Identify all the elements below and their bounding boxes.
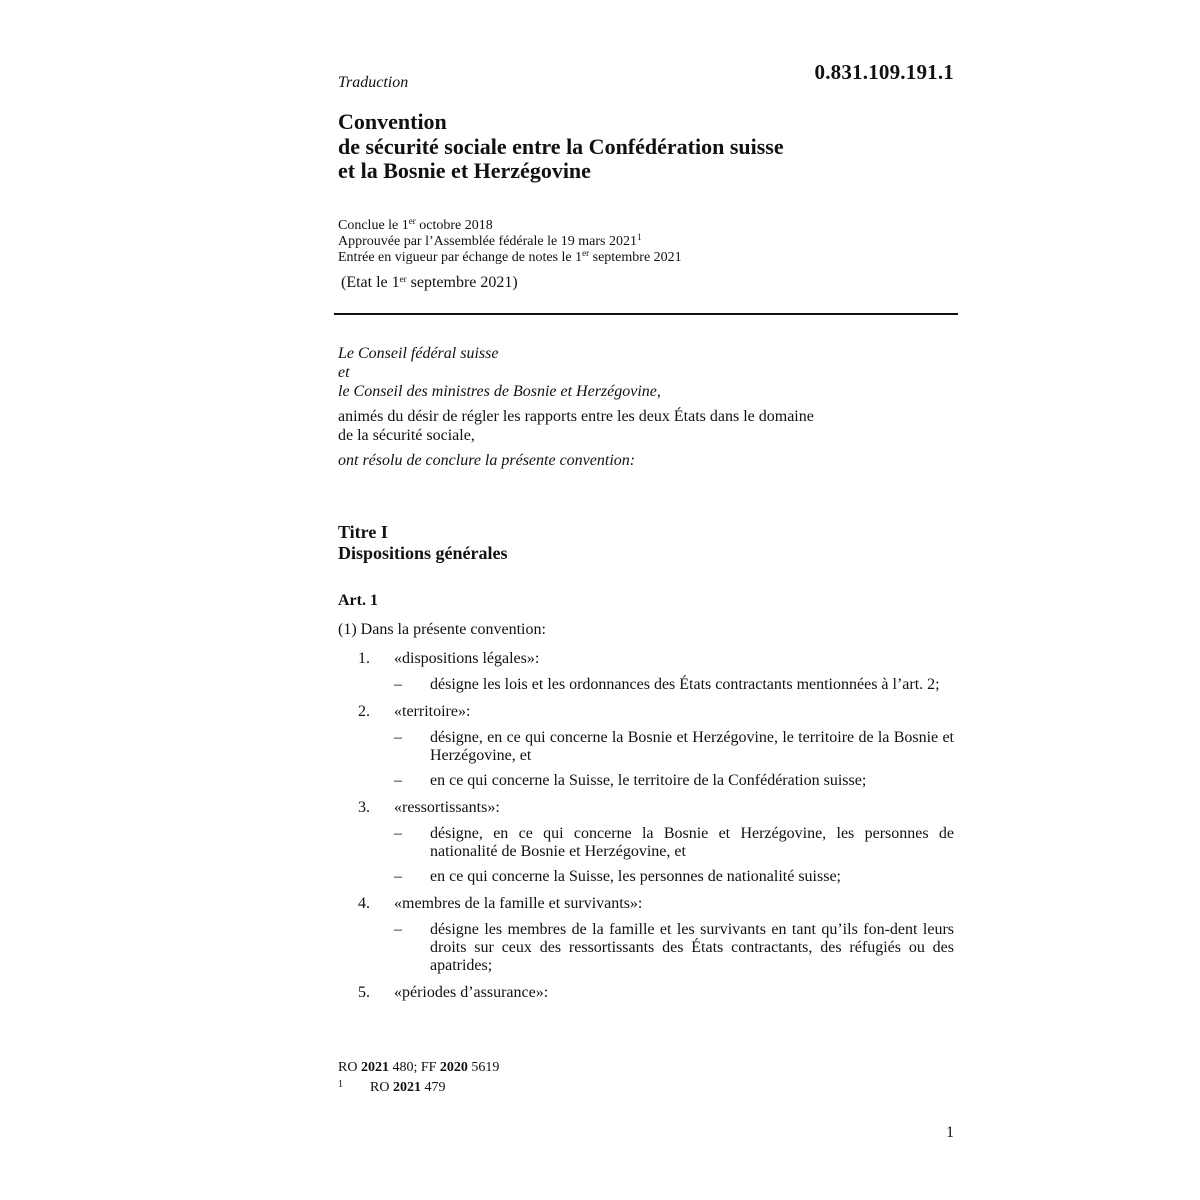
entree-line: Entrée en vigueur par échange de notes le 1er septembre 2021 bbox=[338, 248, 682, 265]
definition-number: 4. bbox=[358, 895, 370, 912]
footnote-ref-1[interactable]: 1 bbox=[636, 232, 642, 242]
etat-line: (Etat le 1er septembre 2021) bbox=[341, 274, 518, 291]
definition-item bbox=[338, 799, 954, 886]
sr-number: 0.831.109.191.1 bbox=[814, 60, 954, 84]
definition-item bbox=[338, 650, 954, 694]
definition-term: «membres de la famille et survivants»: bbox=[394, 895, 643, 912]
traduction-label: Traduction bbox=[338, 74, 409, 91]
definition-number: 5. bbox=[358, 984, 370, 1001]
titre-name: Dispositions générales bbox=[338, 543, 508, 563]
footnotes bbox=[338, 1058, 499, 1099]
definition-text: désigne les lois et les ordonnances des États contractants mentionnées à l’art. 2; bbox=[430, 676, 940, 693]
definition-item bbox=[338, 895, 954, 975]
dash-bullet: – bbox=[394, 676, 402, 693]
dash-bullet: – bbox=[394, 868, 402, 885]
definition-term: «ressortissants»: bbox=[394, 799, 500, 816]
meta-block bbox=[338, 218, 682, 266]
conclue-line: Conclue le 1er octobre 2018 bbox=[338, 216, 493, 233]
dash-bullet: – bbox=[394, 772, 402, 789]
dash-bullet: – bbox=[394, 921, 402, 938]
desire-line-1: animés du désir de régler les rapports entre les deux États dans le domaine bbox=[338, 408, 814, 425]
definition-item bbox=[338, 703, 954, 790]
approuvee-line: Approuvée par l’Assemblée fédérale le 19 mars 2021$^1$ bbox=[338, 232, 642, 249]
header-divider bbox=[334, 313, 958, 315]
dash-bullet: – bbox=[394, 825, 402, 842]
titre-number: Titre I bbox=[338, 522, 388, 542]
definition-text: en ce qui concerne la Suisse, les personnes de nationalité suisse; bbox=[430, 868, 841, 885]
titre-heading bbox=[338, 522, 508, 564]
page-number: 1 bbox=[946, 1124, 954, 1141]
paragraph-intro: (1) Dans la présente convention: bbox=[338, 621, 546, 638]
article-label: Art. 1 bbox=[338, 592, 378, 609]
definition-text: désigne, en ce qui concerne la Bosnie et Herzégovine, les personnes de nationalité de Bosnie et Herzégovine, et bbox=[430, 825, 954, 860]
party-2: le Conseil des ministres de Bosnie et Herzégovine, bbox=[338, 383, 661, 400]
source-reference: RO 2021 480; FF 2020 5619 bbox=[338, 1060, 500, 1075]
definition-term: «territoire»: bbox=[394, 703, 471, 720]
definition-number: 1. bbox=[358, 650, 370, 667]
dash-bullet: – bbox=[394, 729, 402, 746]
definition-term: «périodes d’assurance»: bbox=[394, 984, 549, 1001]
definition-text: désigne les membres de la famille et les survivants en tant qu’ils fon-dent leurs droits sur ceux des ressortissants des États contractants, des réfugiés ou des apatrides; bbox=[430, 921, 954, 974]
party-conjunction: et bbox=[338, 364, 350, 381]
definition-number: 2. bbox=[358, 703, 370, 720]
definition-text: en ce qui concerne la Suisse, le territoire de la Confédération suisse; bbox=[430, 772, 867, 789]
title-line-2: de sécurité sociale entre la Confédération suisse bbox=[338, 133, 784, 159]
definition-text: désigne, en ce qui concerne la Bosnie et Herzégovine, le territoire de la Bosnie et Herzégovine, et bbox=[430, 729, 954, 764]
preamble bbox=[338, 344, 958, 470]
title-line-3: et la Bosnie et Herzégovine bbox=[338, 158, 591, 183]
definitions-list bbox=[338, 650, 954, 1011]
footnote-mark: 1 bbox=[338, 1079, 343, 1090]
definition-term: «dispositions légales»: bbox=[394, 650, 540, 667]
title-line-1: Convention bbox=[338, 109, 447, 134]
definition-number: 3. bbox=[358, 799, 370, 816]
footnote-1: 1 RO 2021 479 bbox=[338, 1078, 499, 1099]
resolution: ont résolu de conclure la présente convention: bbox=[338, 452, 636, 469]
definition-item bbox=[338, 984, 954, 1002]
desire-line-2: de la sécurité sociale, bbox=[338, 427, 475, 444]
document-title bbox=[338, 110, 784, 184]
party-1: Le Conseil fédéral suisse bbox=[338, 345, 499, 362]
